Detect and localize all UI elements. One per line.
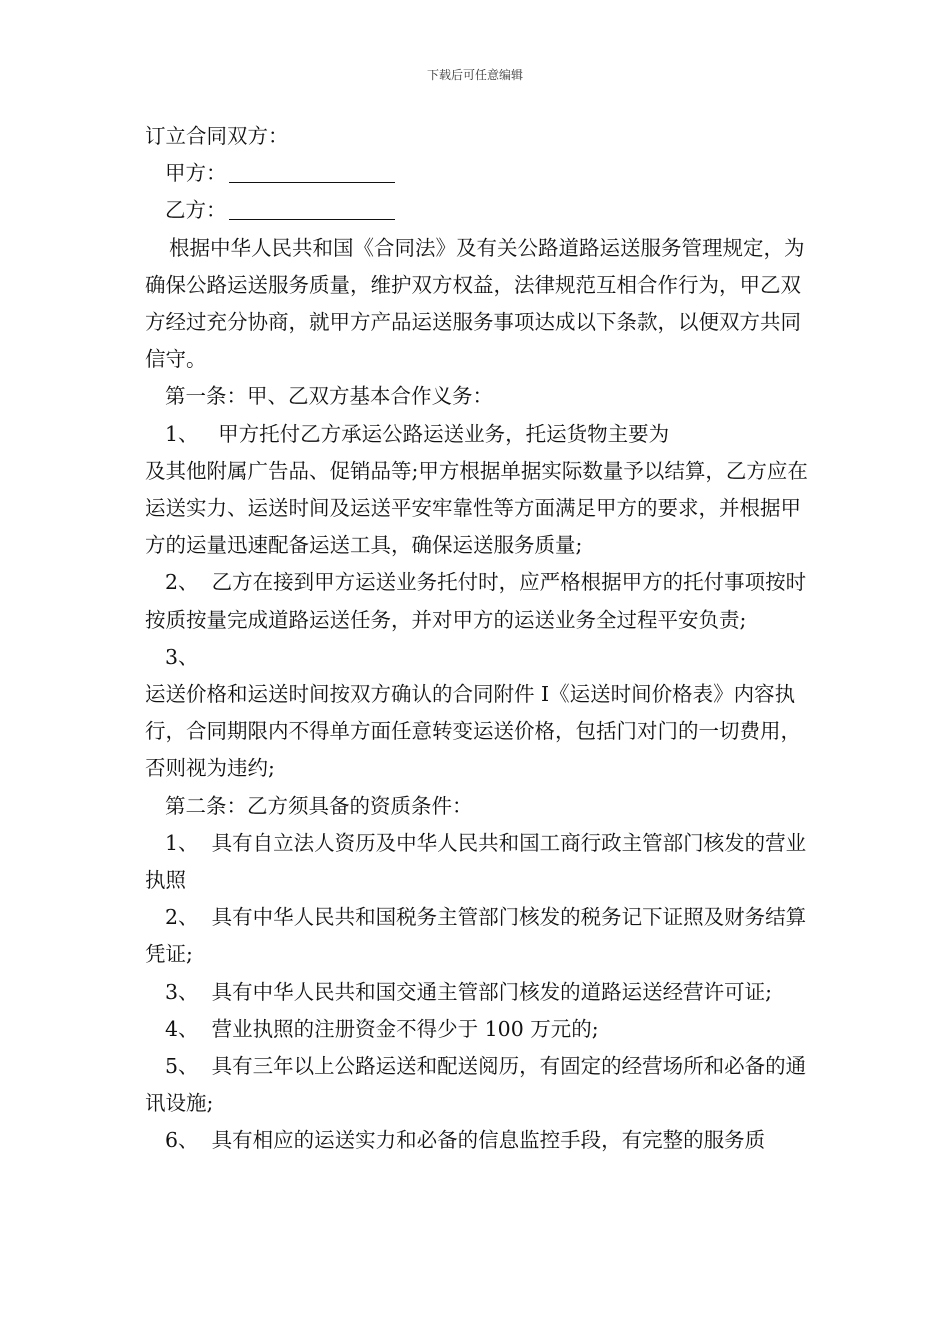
article1-item1-continued: 及其他附属广告品、促销品等;甲方根据单据实际数量予以结算，乙方应在运送实力、运送时间及运送平安牢靠性等方面满足甲方的要求，并根据甲方的运量迅速配备运送工具，确保运送服务质量; (145, 458, 808, 558)
article2-item-number: 4、 (165, 1016, 199, 1041)
article1-title: 第一条：甲、乙双方基本合作义务： (165, 384, 493, 409)
article2-item-text: 营业执照的注册资金不得少于 100 万元的; (211, 1016, 599, 1041)
article2-title: 第二条：乙方须具备的资质条件： (165, 793, 473, 818)
intro-paragraph: 根据中华人民共和国《合同法》及有关公路道路运送服务管理规定，为确保公路运送服务质量，维护双方权益，法律规范互相合作行为，甲乙双方经过充分协商，就甲方产品运送服务事项达成以下条款，以便双方共同信守。 (145, 235, 805, 372)
article2-item-number: 2、 (165, 905, 199, 930)
page-header-note: 下载后可任意编辑 (426, 68, 523, 82)
party-b-line (145, 192, 817, 229)
article2-item (145, 1048, 817, 1122)
contract-body (145, 118, 817, 1160)
article1-item3-text: 运送价格和运送时间按双方确认的合同附件 I《运送时间价格表》内容执行，合同期限内不得单方面任意转变运送价格，包括门对门的一切费用，否则视为违约; (145, 682, 801, 781)
party-a-label: 甲方： (165, 161, 227, 186)
article2-item (145, 1011, 817, 1048)
article1-item2-text: 乙方在接到甲方运送业务托付时，应严格根据甲方的托付事项按时按质按量完成道路运送任务，并对甲方的运送业务全过程平安负责; (145, 570, 807, 632)
article2-item-text: 具有三年以上公路运送和配送阅历，有固定的经营场所和必备的通讯设施; (145, 1054, 807, 1116)
article1-item1 (145, 416, 817, 453)
article2-item-text: 具有相应的运送实力和必备的信息监控手段，有完整的服务质 (211, 1128, 766, 1153)
party-b-label: 乙方： (165, 198, 227, 223)
article2-item-number: 3、 (165, 979, 199, 1004)
article2-item (145, 1122, 817, 1159)
article2-item-number: 5、 (165, 1054, 199, 1079)
article1-item1-text: 甲方托付乙方承运公路运送业务，托运货物主要为 (218, 421, 670, 446)
article2-item (145, 899, 817, 973)
party-a-line (145, 155, 817, 192)
article2-item (145, 974, 817, 1011)
article2-item (145, 825, 817, 899)
article2-item-text: 具有中华人民共和国税务主管部门核发的税务记下证照及财务结算凭证; (145, 905, 807, 967)
party-b-blank (229, 197, 395, 220)
article1-item1-number: 1、 (165, 421, 199, 446)
article1-item2-number: 2、 (165, 570, 199, 595)
article1-item2 (145, 564, 817, 638)
parties-heading: 订立合同双方： (145, 124, 289, 148)
article2-item-number: 6、 (165, 1128, 199, 1153)
article2-item-text: 具有自立法人资历及中华人民共和国工商行政主管部门核发的营业执照 (145, 830, 807, 893)
article1-item3-number: 3、 (165, 644, 199, 669)
article2-item-number: 1、 (165, 830, 199, 855)
party-a-blank (229, 160, 395, 183)
article2-item-text: 具有中华人民共和国交通主管部门核发的道路运送经营许可证; (211, 979, 772, 1004)
